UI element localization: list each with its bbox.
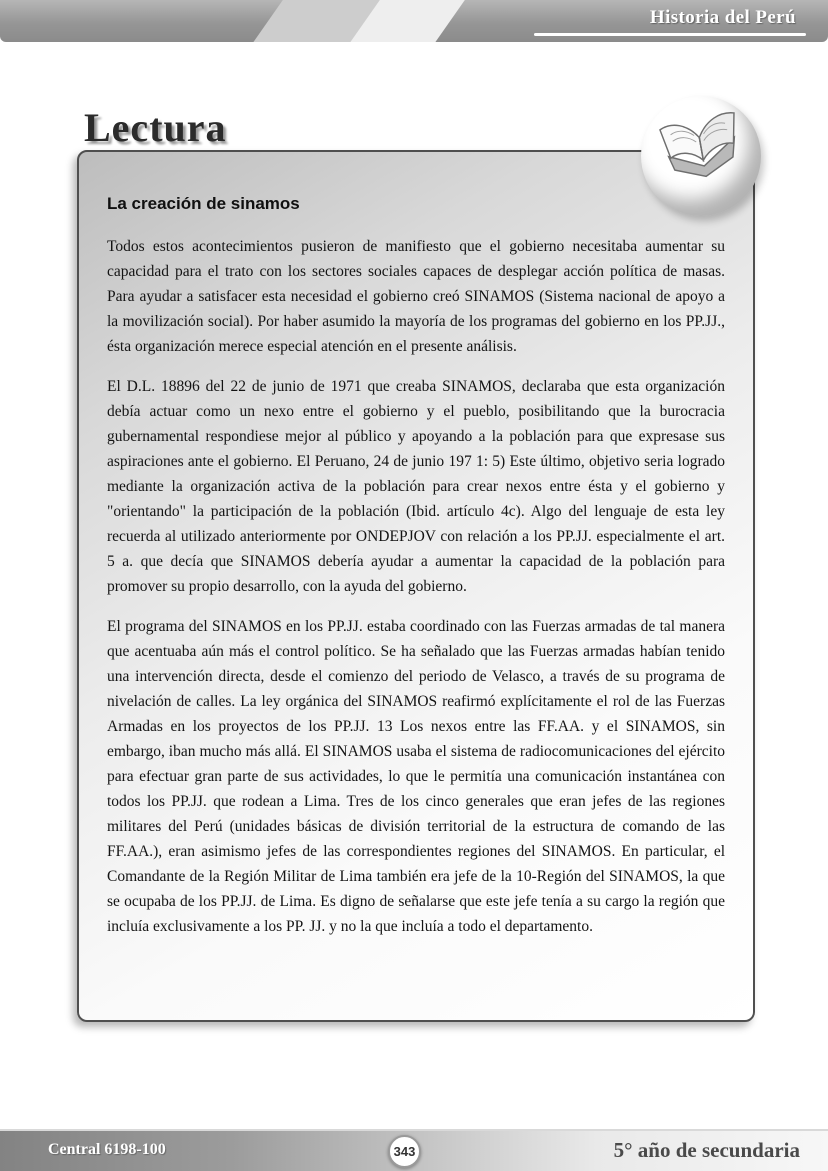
reading-paragraph: El D.L. 18896 del 22 de junio de 1971 que creaba SINAMOS, declaraba que esta organización debía actuar como un nexo entre el gobierno y el pueblo, posibilitando que la burocracia gubernamental respondiese mejor al público y apoyando a la población para que expresase sus aspiraciones ante el gobierno. El Peruano, 24 de junio 197 1: 5) Este último, objetivo seria logrado mediante la organización activa de la población para crear nexos entre ésta y el gobierno y "orientando" la participación de la población (Ibid. artículo 4c). Algo del lenguaje de esta ley recuerda al utilizado anteriormente por ONDEPJOV con relación a los PP.JJ. especialmente el art. 5 a. que decía que SINAMOS debería ayudar a aumentar la capacidad de la población para promover su propio desarrollo, con la ayuda del gobierno. xyxy=(107,378,725,595)
reading-box-content xyxy=(79,152,753,939)
page-header xyxy=(0,0,828,42)
open-book-graphic xyxy=(647,100,755,193)
open-book-icon xyxy=(641,96,761,216)
reading-paragraph: El programa del SINAMOS en los PP.JJ. estaba coordinado con las Fuerzas armadas de tal manera que acentuaba aún más el control político. Se ha señalado que las Fuerzas armadas habían tenido una intervención directa, desde el comienzo del periodo de Velasco, a través de su programa de nivelación de calles. La ley orgánica del SINAMOS reafirmó explícitamente el rol de las Fuerzas Armadas en los proyectos de los PP.JJ. 13 Los nexos entre las FF.AA. y el SINAMOS, sin embargo, iban mucho más allá. El SINAMOS usaba el sistema de radiocomunicaciones del ejército para efectuar gran parte de sus actividades, lo que le permitía una comunicación instantánea con todos los PP.JJ. que rodean a Lima. Tres de los cinco generales que eran jefes de las regiones militares del Perú (unidades básicas de división territorial de la estructura de comando de las FF.AA.), eran asimismo jefes de las correspondientes regiones del SINAMOS. En particular, el Comandante de la Región Militar de Lima también era jefe de la 10-Región del SINAMOS, la que se ocupaba de los PP.JJ. de Lima. Es digno de señalarse que este jefe tenía a su cargo la región que incluía exclusivamente a los PP. JJ. y no la que incluía a todo el departamento. xyxy=(107,618,725,935)
reading-box xyxy=(77,150,755,1022)
header-title: Historia del Perú xyxy=(649,7,796,28)
section-title: Lectura xyxy=(84,105,227,150)
page-footer xyxy=(0,1129,828,1171)
page-number-badge: 343 xyxy=(388,1135,421,1168)
header-underline xyxy=(534,33,806,36)
footer-grade: 5° año de secundaria xyxy=(613,1138,800,1162)
reading-paragraph: Todos estos acontecimientos pusieron de manifiesto que el gobierno necesitaba aumentar su capacidad para el trato con los sectores sociales capaces de desplegar acción política de masas. Para ayudar a satisfacer esta necesidad el gobierno creó SINAMOS (Sistema nacional de apoyo a la movilización social). Por haber asumido la mayoría de los programas del gobierno en los PP.JJ., ésta organización merece especial atención en el presente análisis. xyxy=(107,238,725,355)
reading-heading: La creación de sinamos xyxy=(107,194,300,213)
footer-phone: Central 6198-100 xyxy=(48,1141,166,1158)
